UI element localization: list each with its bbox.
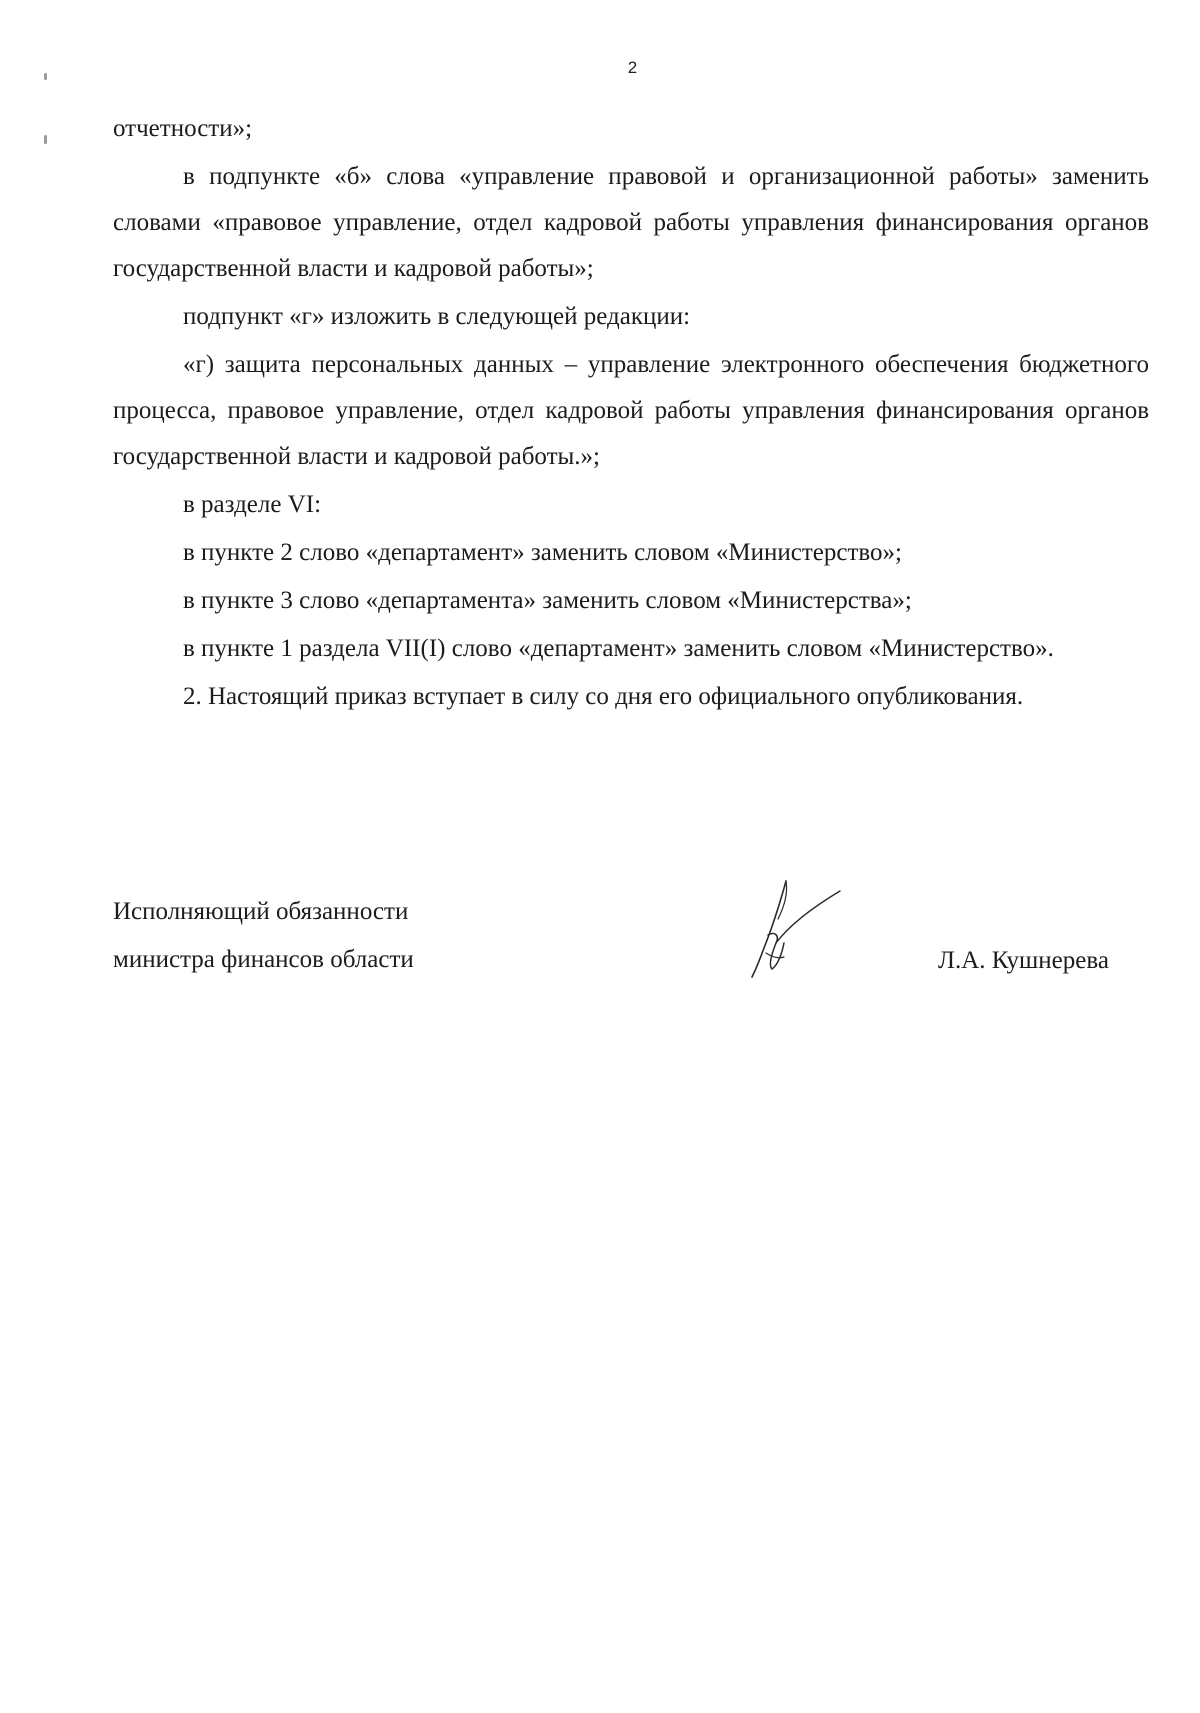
scan-speck	[44, 135, 47, 144]
paragraph: «г) защита персональных данных – управление электронного обеспечения бюджетного процесса, правовое управление, отдел кадровой работы управления финансирования органов государственной власти и кадровой работы.»;	[113, 351, 1149, 470]
handwritten-signature	[728, 873, 846, 983]
paragraph: в подпункте «б» слова «управление правовой и организационной работы» заменить словами «правовое управление, отдел кадровой работы управления финансирования органов государственной власти и кадровой работы»;	[113, 163, 1149, 282]
signatory-name: Л.А. Кушнерева	[938, 947, 1109, 974]
document-body	[113, 106, 1149, 722]
signatory-position	[113, 888, 414, 984]
paragraph: 2. Настоящий приказ вступает в силу со дня его официального опубликования.	[183, 683, 1024, 710]
scan-speck	[44, 73, 47, 80]
page-number: 2	[627, 58, 638, 77]
paragraph: в разделе VI:	[183, 491, 322, 518]
paragraph: в пункте 2 слово «департамент» заменить словом «Министерство»;	[183, 539, 902, 566]
position-line: министра финансов области	[113, 946, 414, 973]
paragraph: отчетности»;	[113, 115, 253, 142]
paragraph: в пункте 3 слово «департамента» заменить словом «Министерства»;	[183, 587, 912, 614]
paragraph: в пункте 1 раздела VII(I) слово «департамент» заменить словом «Министерство».	[183, 635, 1054, 662]
paragraph: подпункт «г» изложить в следующей редакции:	[183, 303, 691, 330]
position-line: Исполняющий обязанности	[113, 898, 409, 925]
